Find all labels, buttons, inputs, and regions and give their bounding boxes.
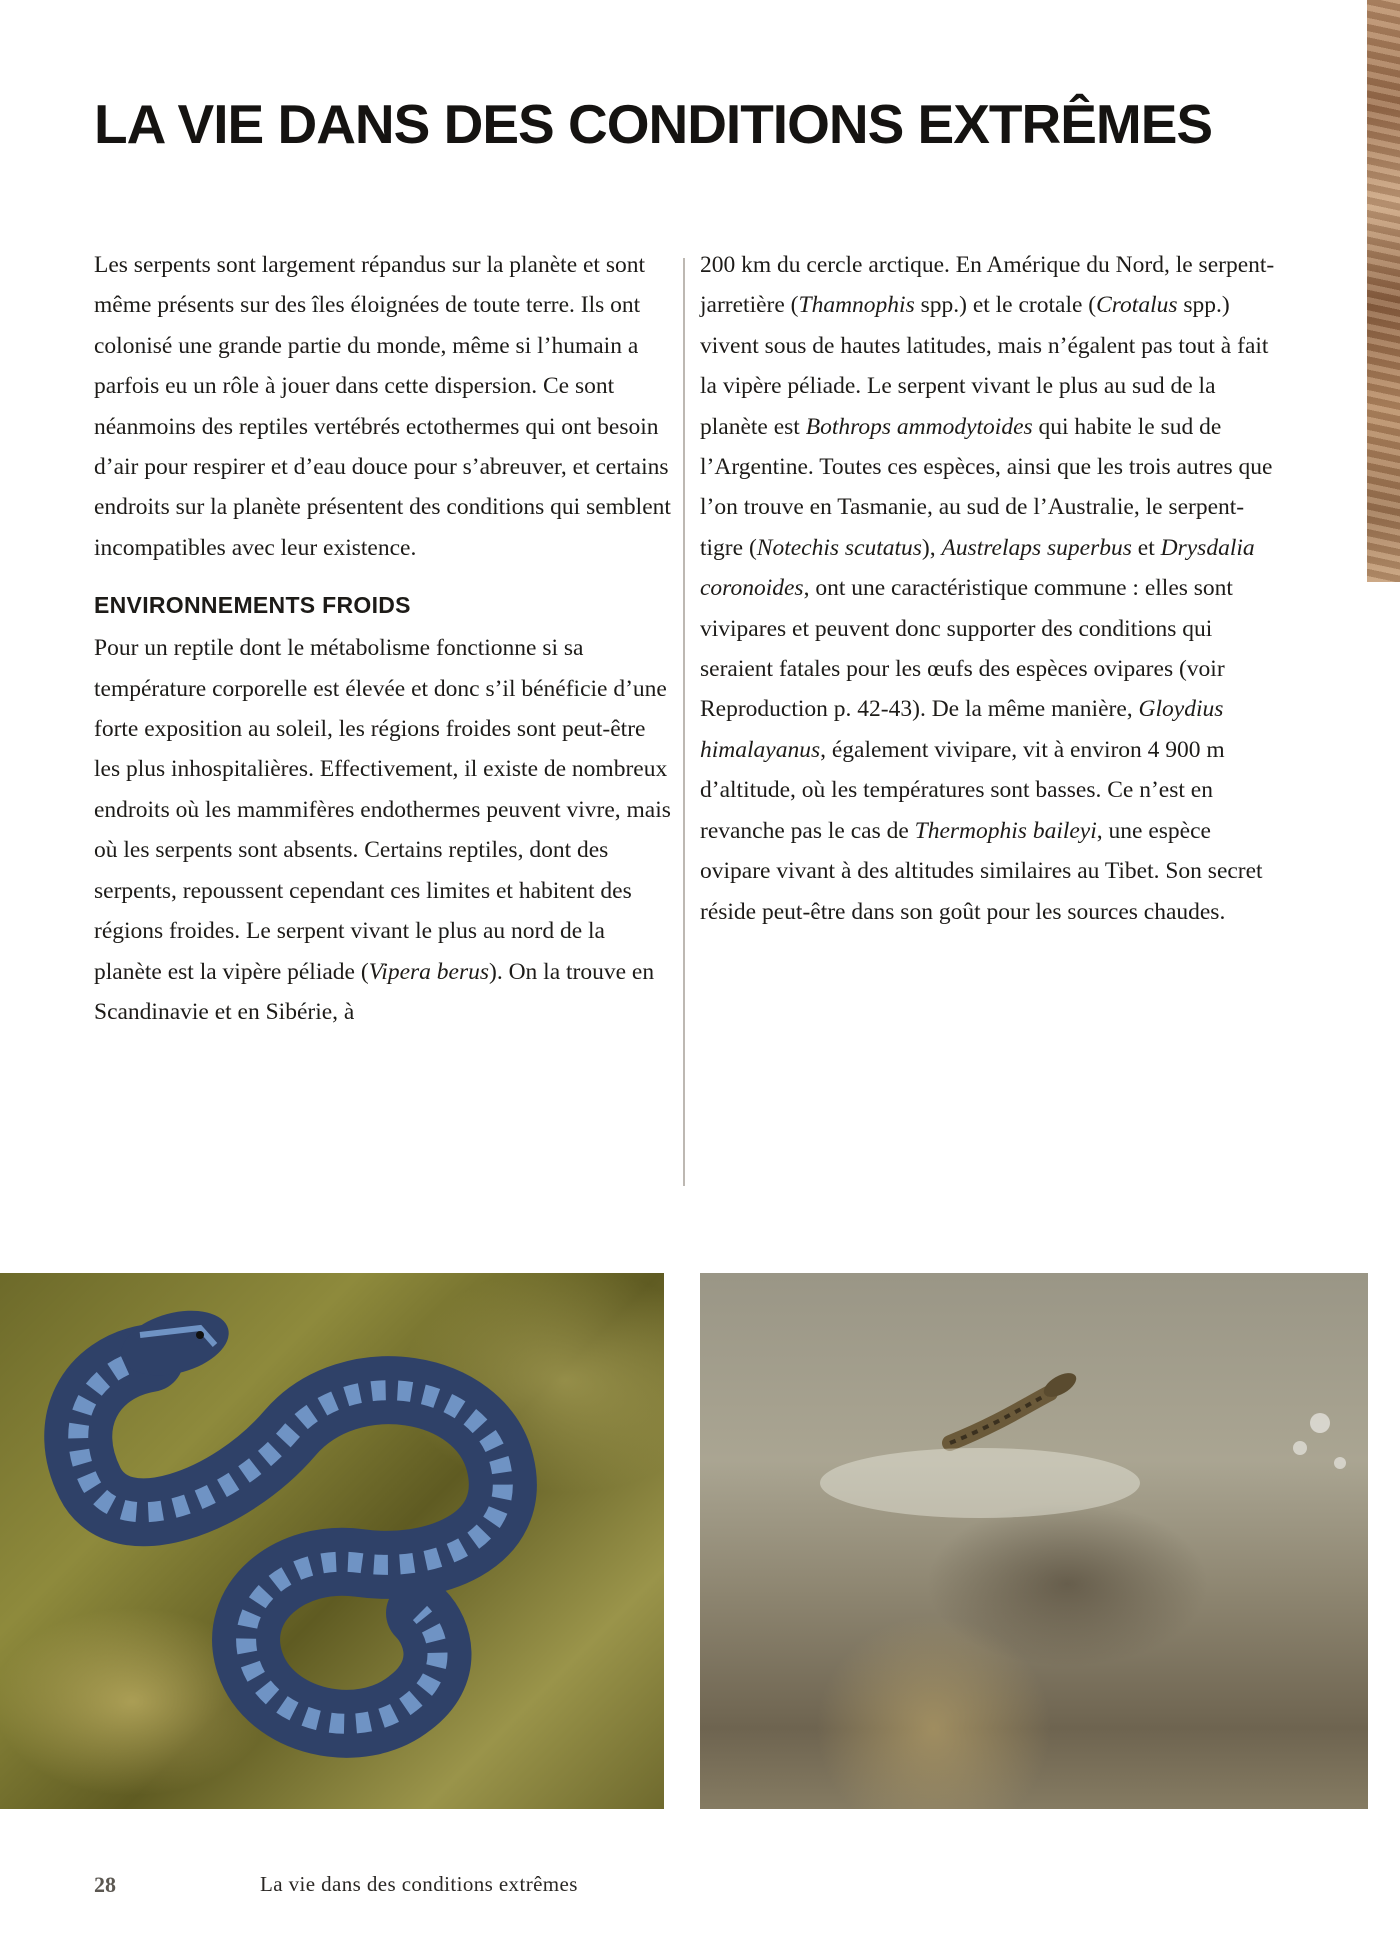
species-name: Notechis scutatus — [756, 534, 922, 561]
species-name: Thamnophis — [798, 292, 915, 319]
paragraph-text: spp.) vivent sous de hautes latitudes, mais n’égalent pas tout à fait la vipère péliade. Le serpent vivant le plus au sud de la planète est — [700, 292, 1269, 440]
species-name: Austrelaps superbus — [941, 534, 1132, 561]
paragraph-text: 200 km du cercle arctique. En Amérique du Nord, le serpent-jarretière ( — [700, 252, 1275, 319]
paragraph-text: ). On la trouve en Scandinavie et en Sibérie, à — [94, 958, 655, 1025]
continued-paragraph — [700, 245, 1280, 932]
paragraph-text: ), — [921, 534, 942, 561]
section-heading: ENVIRONNEMENTS FROIDS — [94, 592, 411, 619]
paragraph-text: , une espèce ovipare vivant à des altitudes similaires au Tibet. Son secret réside peut-être dans son goût pour les sources chaudes. — [700, 817, 1263, 925]
adder-illustration — [0, 1273, 664, 1809]
running-head: La vie dans des conditions extrêmes — [260, 1872, 578, 1896]
text-column-right — [700, 245, 1280, 932]
facing-page-photo-edge — [1367, 0, 1400, 582]
column-divider — [683, 258, 685, 1186]
paragraph-text: , ont une caractéristique commune : elles sont vivipares et peuvent donc supporter des conditions qui seraient fatales pour les œufs des espèces ovipares (voir Reproduction p. 42-43). De la même manière, — [700, 575, 1233, 723]
species-name: Crotalus — [1096, 292, 1178, 319]
paragraph-text: et — [1131, 534, 1161, 561]
species-name: Drysdalia coronoides — [700, 534, 1255, 602]
species-name: Thermophis baileyi — [914, 817, 1097, 844]
intro-paragraph: Les serpents sont largement répandus sur la planète et sont même présents sur des îles éloignées de toute terre. Ils ont colonisé une grande partie du monde, même si l’humain a parfois eu un rôle à jouer dans cette dispersion. Ce sont néanmoins des reptiles vertébrés ectothermes qui ont besoin d’air pour respirer et d’eau douce pour s’abreuver, et certains endroits sur la planète présentent des conditions qui semblent incompatibles avec leur existence. — [94, 252, 671, 561]
species-name: Bothrops ammodytoides — [805, 413, 1033, 440]
species-name: Vipera berus — [368, 958, 489, 985]
viper-in-water-photo — [700, 1273, 1368, 1809]
page-title: LA VIE DANS DES CONDITIONS EXTRÊMES — [94, 93, 1213, 155]
water-snake-illustration — [700, 1273, 1368, 1809]
text-column-left — [94, 245, 674, 1032]
page-number: 28 — [94, 1872, 116, 1897]
paragraph-text: spp.) et le crotale ( — [914, 292, 1097, 319]
paragraph-text: , également vivipare, vit à environ 4 900 m d’altitude, où les températures sont basses. Ce n’est en revanche pas le cas de — [700, 736, 1225, 844]
adder-on-moss-photo — [0, 1273, 664, 1809]
paragraph-text: qui habite le sud de l’Argentine. Toutes ces espèces, ainsi que les trois autres que l’on trouve en Tasmanie, au sud de l’Australie, le serpent-tigre ( — [700, 413, 1273, 561]
cold-environments-paragraph — [94, 628, 674, 1032]
paragraph-text: Pour un reptile dont le métabolisme fonctionne si sa température corporelle est élevée et donc s’il bénéficie d’une forte exposition au soleil, les régions froides sont peut-être les plus inhospitalières. Effectivement, il existe de nombreux endroits où les mammifères endothermes peuvent vivre, mais où les serpents sont absents. Certains reptiles, dont des serpents, repoussent cependant ces limites et habitent des régions froides. Le serpent vivant le plus au nord de la planète est la vipère péliade ( — [94, 635, 671, 985]
species-name: Gloydius himalayanus — [700, 696, 1224, 763]
